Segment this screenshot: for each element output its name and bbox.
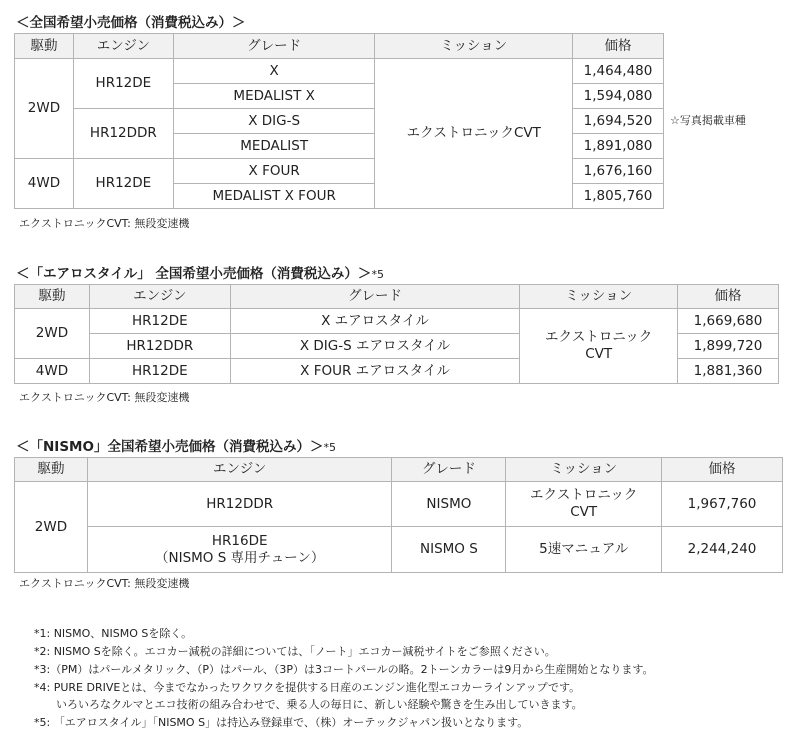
engine-cell: HR12DDR [89,334,230,359]
grade-cell: X [173,59,375,84]
header-mission: ミッション [375,34,573,59]
grade-cell: MEDALIST X [173,84,375,109]
price-table-standard [14,33,664,209]
engine-line1: HR16DE [211,532,268,549]
price-cell: 1,594,080 [573,84,664,109]
footnote-4: *4: PURE DRIVEとは、今までなかったワクワクを提供する日産のエンジン進化型エコカーラインアップです。 [34,681,581,694]
engine-cell: HR12DE [89,309,230,334]
cvt-note: エクストロニックCVT: 無段変速機 [19,217,190,230]
mission-cell [506,482,662,527]
mission-cell: エクストロニックCVT [375,59,573,209]
table-row [15,527,783,573]
drive-cell: 2WD [15,59,74,159]
engine-cell: HR12DE [89,359,230,384]
header-drive: 駆動 [15,34,74,59]
grade-cell: NISMO S [392,527,506,573]
footnote-3: *3:（PM）はパールメタリック、（P）はパール、（3P）は3コートパールの略。2トーンカラーは9月から生産開始となります。 [34,663,654,676]
grade-cell: X DIG-S [173,109,375,134]
price-table-nismo [14,457,783,573]
header-grade: グレード [230,285,520,309]
cvt-note: エクストロニックCVT: 無段変速機 [19,391,190,404]
table-row [15,482,783,527]
drive-cell: 4WD [15,159,74,209]
section2-title [16,262,384,282]
header-drive: 駆動 [15,285,90,309]
price-table-aero-style [14,284,779,384]
section1-title [16,11,246,31]
table-row [15,309,779,334]
engine-cell [87,527,392,573]
header-price: 価格 [662,458,783,482]
engine-line2: （NISMO S 専用チューン） [154,549,325,566]
footnote-5: *5: 「エアロスタイル」「NISMO S」は持込み登録車で、（株）オーテックジャパン扱いとなります。 [34,716,529,729]
header-price: 価格 [678,285,779,309]
grade-cell: MEDALIST X FOUR [173,184,375,209]
header-engine: エンジン [89,285,230,309]
footnote-4-cont: いろいろなクルマとエコ技術の組み合わせで、乗る人の毎日に、新しい経験や驚きを生み出していきます。 [34,698,583,711]
price-cell: 1,694,520 [573,109,664,134]
mission-line2: CVT [585,346,613,362]
price-cell: 2,244,240 [662,527,783,573]
engine-cell [87,482,392,527]
footnote-2: *2: NISMO Sを除く。エコカー減税の詳細については、「ノート」エコカー減税サイトをご参照ください。 [34,645,556,658]
engine-line1: HR12DDR [206,495,274,512]
photo-model-note: ☆写真掲載車種 [670,114,746,127]
price-cell: 1,464,480 [573,59,664,84]
header-price: 価格 [573,34,664,59]
grade-cell: NISMO [392,482,506,527]
engine-cell: HR12DE [73,59,173,109]
footnote-1: *1: NISMO、NISMO Sを除く。 [34,627,193,640]
header-grade: グレード [173,34,375,59]
section2-title-footnote-ref: *5 [371,268,384,281]
price-cell: 1,669,680 [678,309,779,334]
price-cell: 1,967,760 [662,482,783,527]
drive-cell: 2WD [15,309,90,359]
grade-cell: X FOUR エアロスタイル [230,359,520,384]
section1-title-text: ＜全国希望小売価格（消費税込み）＞ [16,15,246,31]
header-grade: グレード [392,458,506,482]
price-cell: 1,805,760 [573,184,664,209]
section3-title [16,435,336,455]
section3-title-text: ＜「NISMO」全国希望小売価格（消費税込み）＞ [16,439,324,455]
grade-cell: X DIG-S エアロスタイル [230,334,520,359]
section2-title-text: ＜「エアロスタイル」 全国希望小売価格（消費税込み）＞ [16,266,372,282]
mission-line1: 5速マニュアル [539,541,629,557]
price-cell: 1,899,720 [678,334,779,359]
header-mission: ミッション [520,285,678,309]
drive-cell: 4WD [15,359,90,384]
table-header-row [15,34,664,59]
price-cell: 1,676,160 [573,159,664,184]
drive-cell: 2WD [15,482,88,573]
grade-cell: MEDALIST [173,134,375,159]
header-engine: エンジン [73,34,173,59]
mission-line1: エクストロニック [544,329,653,345]
table-header-row [15,285,779,309]
table-header-row [15,458,783,482]
grade-cell: X FOUR [173,159,375,184]
header-drive: 駆動 [15,458,88,482]
mission-cell [506,527,662,573]
mission-line1: エクストロニック [530,487,638,503]
mission-line2: CVT [570,504,598,520]
engine-cell: HR12DE [73,159,173,209]
header-mission: ミッション [506,458,662,482]
table-row [15,59,664,84]
grade-cell: X エアロスタイル [230,309,520,334]
cvt-note: エクストロニックCVT: 無段変速機 [19,577,190,590]
header-engine: エンジン [87,458,392,482]
mission-cell [520,309,678,384]
price-cell: 1,891,080 [573,134,664,159]
price-cell: 1,881,360 [678,359,779,384]
section3-title-footnote-ref: *5 [323,441,336,454]
engine-cell: HR12DDR [73,109,173,159]
